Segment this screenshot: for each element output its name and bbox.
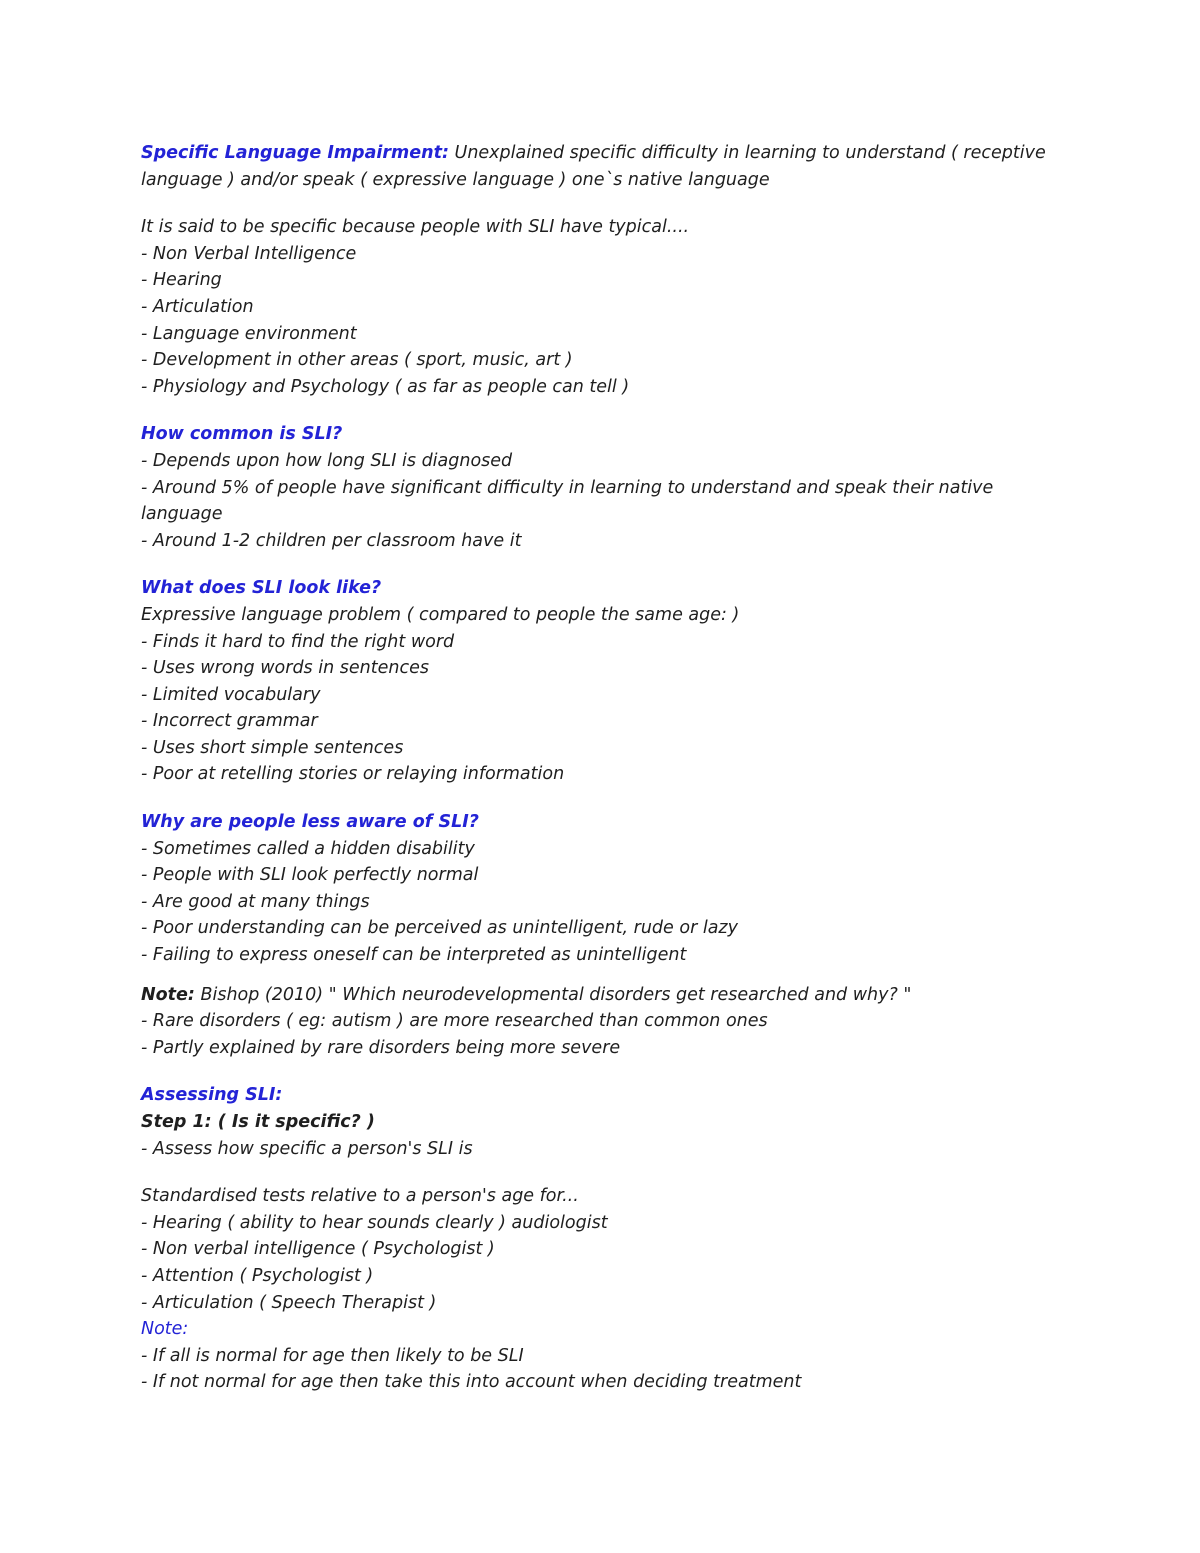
note-bishop	[141, 982, 1041, 1009]
list-item: - Are good at many things	[141, 891, 370, 912]
note-text: Bishop (2010) " Which neurodevelopmental disorders get researched and why? "	[194, 984, 912, 1005]
specific-lead: It is said to be specific because people with SLI have typical....	[141, 217, 690, 238]
list-item: - Partly explained by rare disorders being more severe	[141, 1037, 621, 1058]
list-item: - Non verbal intelligence ( Psychologist )	[141, 1239, 495, 1260]
definition-text: Unexplained specific difficulty in learning to understand ( receptive	[448, 143, 1046, 163]
look-lead: Expressive language problem ( compared to people the same age: )	[141, 604, 740, 625]
list-item: - Physiology and Psychology ( as far as people can tell )	[141, 376, 630, 397]
list-item: - Incorrect grammar	[141, 711, 318, 732]
list-item: - Depends upon how long SLI is diagnosed	[141, 450, 513, 471]
list-item: - Language environment	[141, 323, 357, 344]
list-item: - Uses short simple sentences	[141, 737, 404, 758]
list-item: - Poor understanding can be perceived as unintelligent, rude or lazy	[141, 918, 738, 939]
list-item: - If not normal for age then take this into account when deciding treatment	[141, 1372, 802, 1393]
list-item: - Assess how specific a person's SLI is	[141, 1138, 473, 1159]
heading-what-look-like: What does SLI look like?	[141, 578, 382, 599]
list-item: - Sometimes called a hidden disability	[141, 838, 475, 859]
heading-assessing: Assessing SLI:	[141, 1085, 283, 1106]
list-item: - Finds it hard to find the right word	[141, 631, 455, 652]
list-item: - Uses wrong words in sentences	[141, 658, 429, 679]
list-item: - Articulation	[141, 296, 254, 317]
list-item: - Failing to express oneself can be interpreted as unintelligent	[141, 945, 687, 966]
definition-paragraph	[141, 140, 1046, 167]
term-sli: Specific Language Impairment:	[141, 143, 449, 163]
assessing-lead: Standardised tests relative to a person's age for...	[141, 1186, 579, 1207]
list-item: - Around 5% of people have significant difficulty in learning to understand and speak their native	[141, 477, 994, 498]
list-item: - Limited vocabulary	[141, 684, 321, 705]
list-item: - People with SLI look perfectly normal	[141, 865, 479, 886]
list-item: - Hearing ( ability to hear sounds clearly ) audiologist	[141, 1212, 608, 1233]
list-item: - Poor at retelling stories or relaying information	[141, 764, 565, 785]
step-1-label: Step 1: ( Is it specific? )	[141, 1112, 375, 1132]
list-item: - Attention ( Psychologist )	[141, 1265, 374, 1286]
note-label: Note:	[141, 984, 195, 1005]
heading-why-less-aware: Why are people less aware of SLI?	[141, 812, 479, 833]
list-item: - Hearing	[141, 270, 222, 291]
definition-line-2: language ) and/or speak ( expressive language ) one`s native language	[141, 169, 770, 190]
list-item: - Non Verbal Intelligence	[141, 243, 357, 264]
assessing-note-label: Note:	[141, 1319, 189, 1340]
list-item-continuation: language	[141, 504, 223, 525]
document-page	[141, 140, 1046, 1396]
list-item: - Rare disorders ( eg: autism ) are more researched than common ones	[141, 1011, 768, 1032]
list-item: - Articulation ( Speech Therapist )	[141, 1292, 437, 1313]
list-item: - Development in other areas ( sport, music, art )	[141, 350, 573, 371]
list-item: - If all is normal for age then likely to be SLI	[141, 1345, 524, 1366]
list-item: - Around 1-2 children per classroom have it	[141, 530, 522, 551]
heading-how-common: How common is SLI?	[141, 424, 343, 445]
